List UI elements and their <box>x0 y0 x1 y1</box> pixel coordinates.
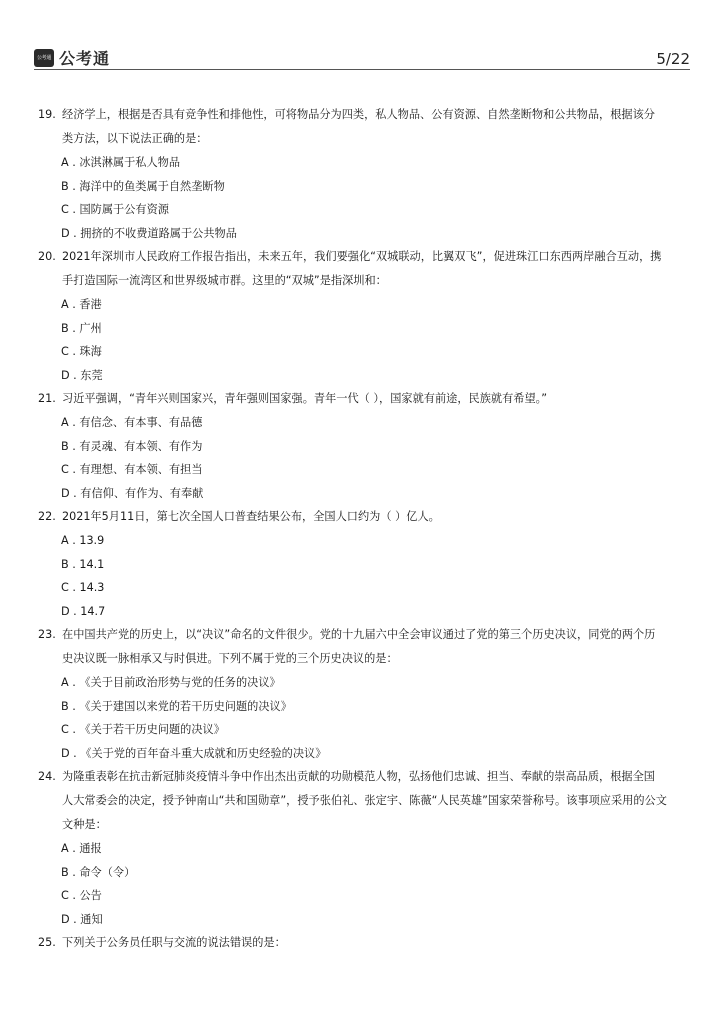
answer-option: D . 通知 <box>61 912 103 926</box>
answer-option: D . 14.7 <box>61 604 106 618</box>
question-number: 21. <box>38 392 56 405</box>
page-number: 5/22 <box>656 50 690 68</box>
question-stem-line <box>0 623 724 647</box>
answer-option: A . 香港 <box>61 298 102 311</box>
question-25 <box>0 931 724 955</box>
question-text: 为隆重表彰在抗击新冠肺炎疫情斗争中作出杰出贡献的功勋模范人物，弘扬他们忠诚、担当、奉献的崇高品质，根据全国 <box>62 770 655 783</box>
question-number: 22. <box>38 510 56 523</box>
logo <box>34 46 110 69</box>
answer-option: D . 拥挤的不收费道路属于公共物品 <box>61 226 237 240</box>
question-stem-line <box>0 931 724 955</box>
question-text: 2021年5月11日，第七次全国人口普查结果公布，全国人口约为（ ）亿人。 <box>62 510 440 523</box>
question-number: 19. <box>38 108 56 121</box>
question-stem-line <box>0 813 724 837</box>
question-number: 20. <box>38 250 56 263</box>
answer-option: D . 有信仰、有作为、有奉献 <box>61 486 204 500</box>
answer-option: B . 有灵魂、有本领、有作为 <box>61 439 203 453</box>
answer-option: A . 通报 <box>61 842 102 855</box>
question-text: 下列关于公务员任职与交流的说法错误的是： <box>62 936 286 949</box>
answer-option: C . 公告 <box>61 889 102 902</box>
header-divider <box>34 69 690 70</box>
question-21 <box>0 387 724 505</box>
question-text: 2021年深圳市人民政府工作报告指出，未来五年，我们要强化“双城联动，比翼双飞”，促进珠江口东西两岸融合互动，携 <box>62 250 662 263</box>
question-list <box>0 103 724 955</box>
answer-option: A . 《关于目前政治形势与党的任务的决议》 <box>61 676 281 689</box>
logo-badge-icon: 公考通 <box>34 49 54 67</box>
question-stem-line <box>0 245 724 269</box>
question-text: 史决议既一脉相承又与时俱进。下列不属于党的三个历史决议的是： <box>62 652 398 665</box>
answer-option: D . 东莞 <box>61 368 103 382</box>
answer-option: B . 命令（令） <box>61 865 136 879</box>
question-stem-line <box>0 127 724 151</box>
question-23 <box>0 623 724 765</box>
question-text: 习近平强调，“青年兴则国家兴，青年强则国家强。青年一代（ ），国家就有前途，民族就有希望。” <box>62 392 548 405</box>
question-stem-line <box>0 387 724 411</box>
question-text: 文种是： <box>62 818 107 831</box>
question-stem-line <box>0 765 724 789</box>
question-stem-line <box>0 789 724 813</box>
answer-option: C . 14.3 <box>61 581 105 594</box>
question-stem-line <box>0 505 724 529</box>
question-number: 23. <box>38 628 56 641</box>
answer-option: C . 国防属于公有资源 <box>61 203 169 216</box>
answer-option: D . 《关于党的百年奋斗重大成就和历史经验的决议》 <box>61 746 327 760</box>
question-22 <box>0 505 724 623</box>
question-number: 24. <box>38 770 56 783</box>
page-header <box>34 40 690 70</box>
question-24 <box>0 765 724 931</box>
question-19 <box>0 103 724 245</box>
answer-option: C . 《关于若干历史问题的决议》 <box>61 723 225 736</box>
answer-option: B . 《关于建国以来党的若干历史问题的决议》 <box>61 699 292 713</box>
answer-option: A . 13.9 <box>61 534 105 547</box>
question-text: 经济学上，根据是否具有竞争性和排他性，可将物品分为四类，私人物品、公有资源、自然垄断物和公共物品，根据该分 <box>62 108 655 121</box>
question-stem-line <box>0 103 724 127</box>
question-stem-line <box>0 269 724 293</box>
question-text: 人大常委会的决定，授予钟南山“共和国勋章”，授予张伯礼、张定宇、陈薇“人民英雄”国家荣誉称号。该事项应采用的公文 <box>62 794 667 807</box>
answer-option: B . 14.1 <box>61 557 105 571</box>
question-text: 手打造国际一流湾区和世界级城市群。这里的“双城”是指深圳和： <box>62 274 387 287</box>
question-text: 在中国共产党的历史上，以“决议”命名的文件很少。党的十九届六中全会审议通过了党的第三个历史决议，同党的两个历 <box>62 628 656 641</box>
logo-text: 公考通 <box>59 49 111 68</box>
answer-option: C . 珠海 <box>61 345 102 358</box>
answer-option: B . 海洋中的鱼类属于自然垄断物 <box>61 179 225 193</box>
question-text: 类方法，以下说法正确的是： <box>62 132 208 145</box>
question-stem-line <box>0 647 724 671</box>
answer-option: A . 有信念、有本事、有品德 <box>61 416 203 429</box>
answer-option: B . 广州 <box>61 321 102 335</box>
question-number: 25. <box>38 936 56 949</box>
answer-option: C . 有理想、有本领、有担当 <box>61 463 203 476</box>
question-20 <box>0 245 724 387</box>
answer-option: A . 冰淇淋属于私人物品 <box>61 156 181 169</box>
